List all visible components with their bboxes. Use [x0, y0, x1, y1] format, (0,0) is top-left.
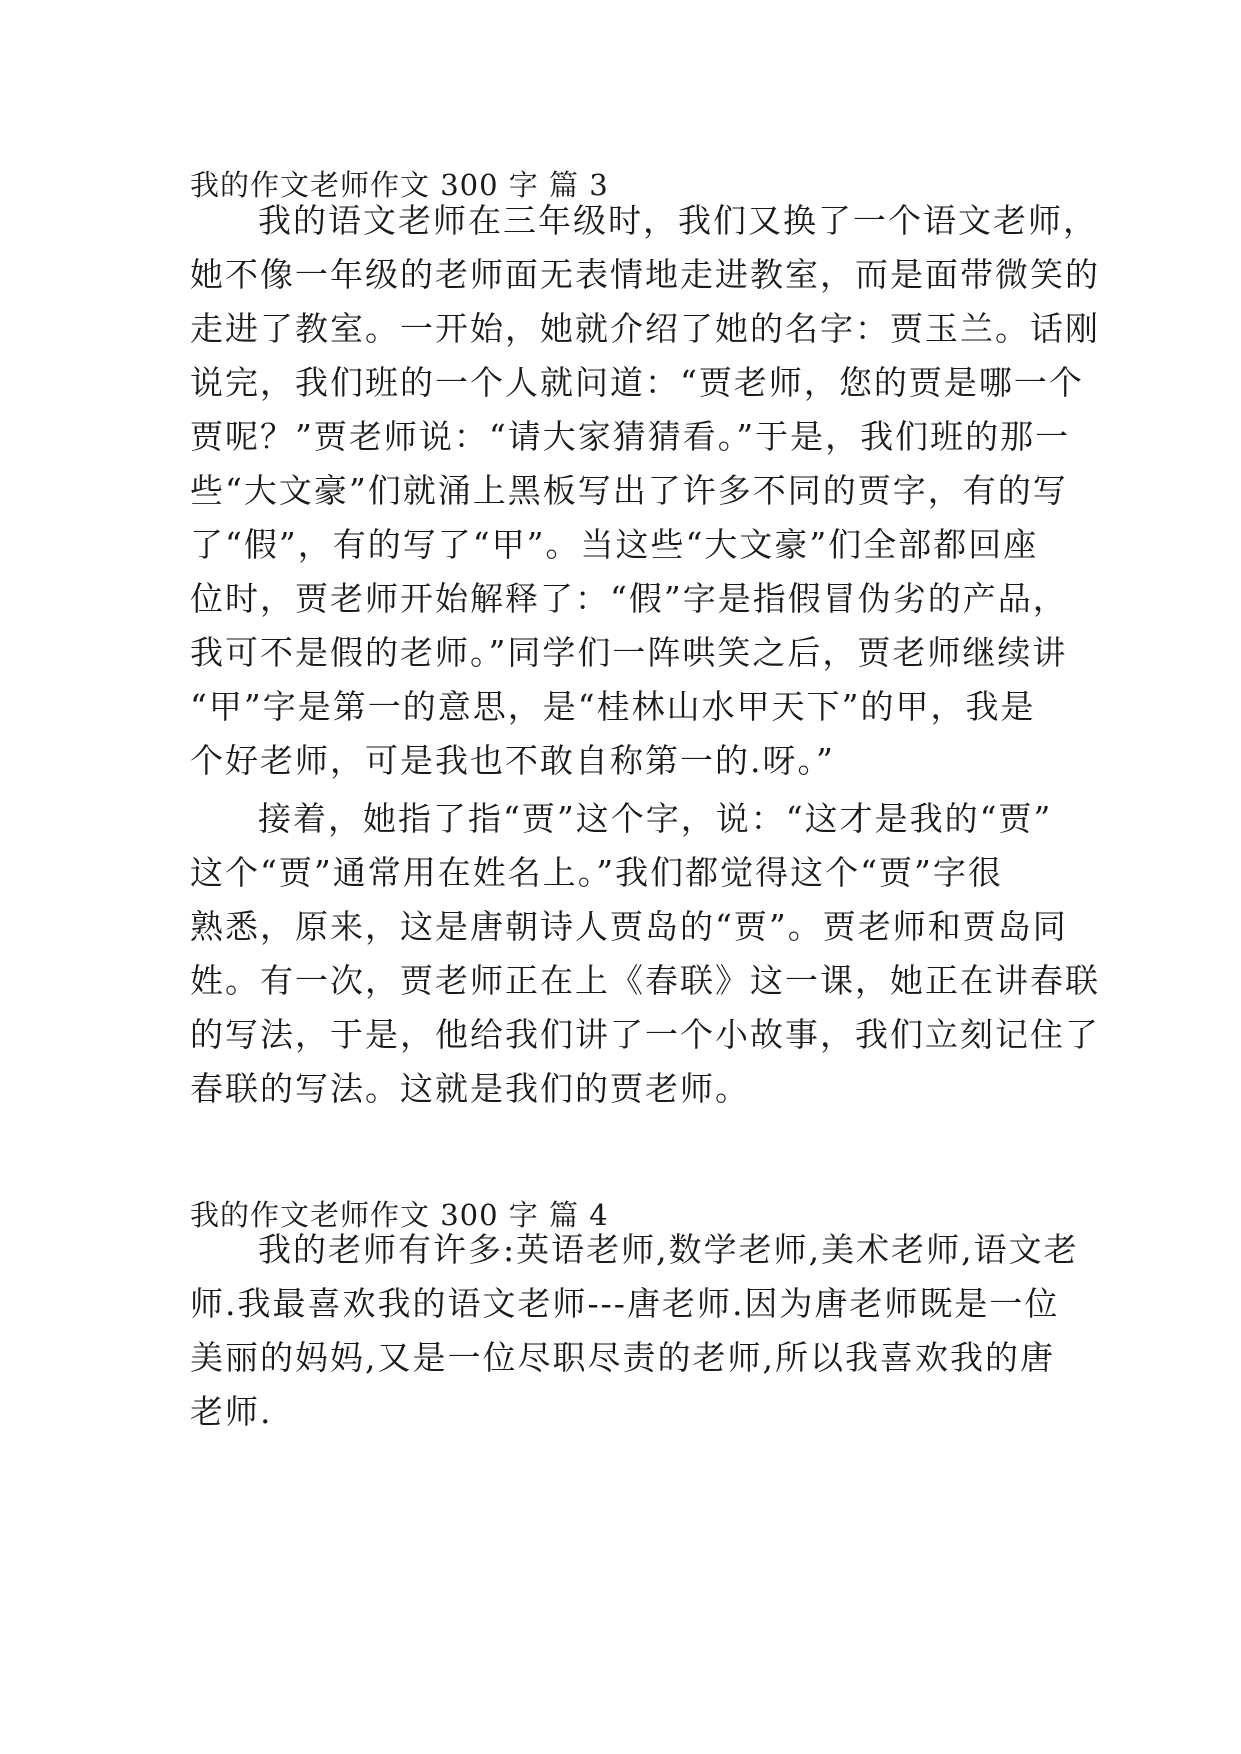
- text-line: 她不像一年级的老师面无表情地走进教室，而是面带微笑的: [190, 255, 1100, 294]
- text-line: 走进了教室。一开始，她就介绍了她的名字：贾玉兰。话刚: [190, 309, 1100, 348]
- text-line: 这个“贾”通常用在姓名上。”我们都觉得这个“贾”字很: [190, 853, 1003, 892]
- text-line: 个好老师，可是我也不敢自称第一的.呀。”: [190, 741, 835, 780]
- text-line: 贾呢？”贾老师说：“请大家猜猜看。”于是，我们班的那一: [190, 417, 1071, 456]
- text-line: 老师.: [190, 1392, 273, 1431]
- text-line: 美丽的妈妈,又是一位尽职尽责的老师,所以我喜欢我的唐: [190, 1338, 1055, 1377]
- text-line: “甲”字是第一的意思，是“桂林山水甲天下”的甲，我是: [190, 687, 1036, 726]
- text-line: 了“假”，有的写了“甲”。当这些“大文豪”们全部都回座: [190, 525, 1039, 564]
- text-line: 我的语文老师在三年级时，我们又换了一个语文老师，: [258, 201, 1098, 240]
- section-title: 我的作文老师作文 300 字 篇 4: [190, 1198, 609, 1232]
- text-line: 我的老师有许多:英语老师,数学老师,美术老师,语文老: [258, 1230, 1079, 1269]
- text-line: 接着，她指了指“贾”这个字，说：“这才是我的“贾”: [258, 799, 1053, 838]
- text-line: 些“大文豪”们就涌上黑板写出了许多不同的贾字，有的写: [190, 471, 1068, 510]
- text-line: 姓。有一次，贾老师正在上《春联》这一课，她正在讲春联: [190, 961, 1100, 1000]
- text-line: 位时，贾老师开始解释了：“假”字是指假冒伪劣的产品，: [190, 579, 1068, 618]
- text-line: 说完，我们班的一个人就问道：“贾老师，您的贾是哪一个: [190, 363, 1084, 402]
- text-line: 熟悉，原来，这是唐朝诗人贾岛的“贾”。贾老师和贾岛同: [190, 907, 1068, 946]
- text-line: 的写法，于是，他给我们讲了一个小故事，我们立刻记住了: [190, 1015, 1100, 1054]
- section-title: 我的作文老师作文 300 字 篇 3: [190, 168, 609, 202]
- text-line: 春联的写法。这就是我们的贾老师。: [190, 1069, 750, 1108]
- text-line: 我可不是假的老师。”同学们一阵哄笑之后，贾老师继续讲: [190, 633, 1068, 672]
- text-line: 师.我最喜欢我的语文老师---唐老师.因为唐老师既是一位: [190, 1284, 1060, 1323]
